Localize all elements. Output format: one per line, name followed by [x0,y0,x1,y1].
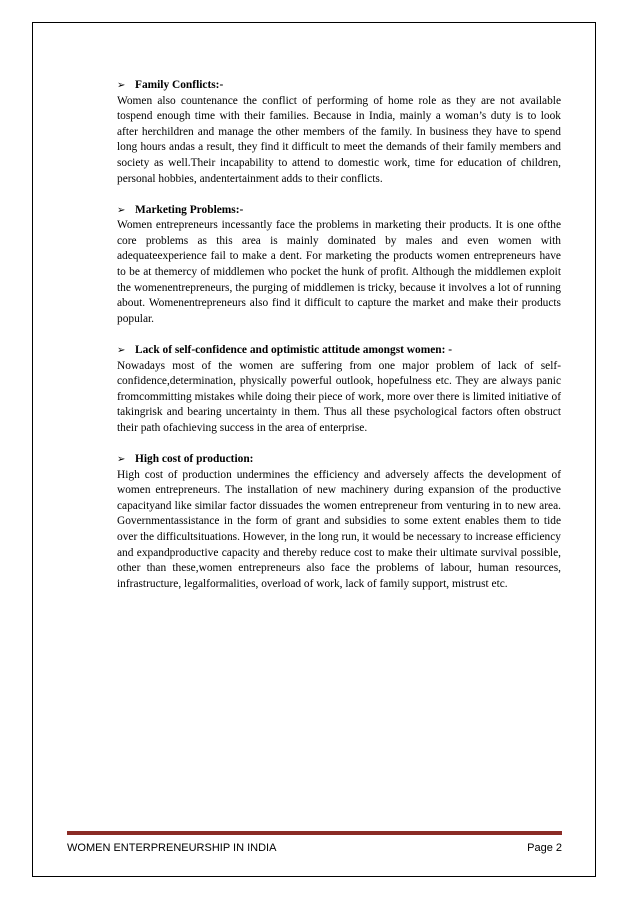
section-marketing-problems [117,203,561,328]
section-lack-of-self-confidence [117,343,561,437]
section-family-conflicts [117,78,561,187]
arrowhead-bullet-icon: ➢ [117,344,126,356]
section-paragraph: High cost of production undermines the efficiency and adversely affects the development of women entrepreneurs. The installation of new machinery during expansion of the productive capacityand like similar factor dissuades the women entrepreneur from venturing in to new area. Governmentassistance in the form of grant and subsidies to some extent enables them to tide over the difficultsituations. However, in the long run, it would be necessary to increase efficiency and expandproductive capacity and thereby reduce cost to make their ultimate survival possible, other than these,women entrepreneurs also face the problems of labour, human resources, infrastructure, legalformalities, overload of work, lack of family support, mistrust etc. [117,468,561,590]
section-paragraph: Women also countenance the conflict of performing of home role as they are not available tospend enough time with their families. Because in India, mainly a woman’s duty is to look after herchildren and manage the other members of the family. In business they have to spend long hours andas a result, they find it difficult to meet the demands of their family members and society as well.Their incapability to attend to domestic work, time for education of children, personal hobbies, andentertainment adds to their conflicts. [117,94,561,185]
arrowhead-bullet-icon: ➢ [117,204,126,216]
section-heading [117,452,561,468]
page-footer [67,842,562,854]
footer-rule [67,831,562,835]
section-high-cost-of-production [117,452,561,592]
section-heading-text: Family Conflicts:- [135,79,224,91]
section-heading-text: Marketing Problems:- [135,203,244,216]
section-heading [117,203,561,219]
section-heading-text: Lack of self-confidence and optimistic attitude amongst women: - [135,343,453,356]
section-paragraph: Women entrepreneurs incessantly face the problems in marketing their products. It is one ofthe core problems as this area is mainly dominated by males and even women with adequateexperience fail to make a dent. For marketing the products women entrepreneurs have to be at themercy of middlemen who pocket the hunk of profit. Although the middlemen exploit the womenentrepreneurs, the purging of middlemen is tricky, because it involves a lot of running about. Womenentrepreneurs also find it difficult to capture the market and make their products popular. [117,219,561,325]
document-body [117,78,561,608]
arrowhead-bullet-icon: ➢ [117,80,126,91]
page-number: Page 2 [527,842,562,854]
section-heading [117,343,561,359]
section-heading [117,78,561,94]
footer-title: WOMEN ENTERPRENEURSHIP IN INDIA [67,842,277,854]
arrowhead-bullet-icon: ➢ [117,453,126,465]
section-heading-text: High cost of production: [135,452,254,465]
section-paragraph: Nowadays most of the women are suffering from one major problem of lack of self-confidence,determination, physically powerful outlook, hopefulness etc. They are always panic fromcommitting mistakes while doing their piece of work, more over there is limited initiative of takingrisk and bearing uncertainty in them. Thus all these psychological factors often obstruct their path ofachieving success in the area of enterprise. [117,359,561,434]
